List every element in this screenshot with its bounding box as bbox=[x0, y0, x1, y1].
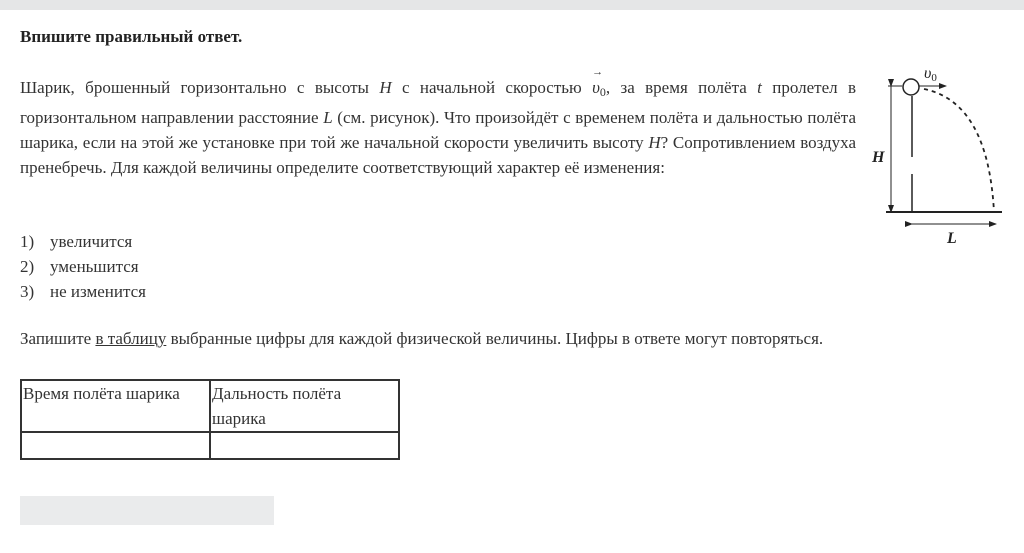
height-label: H bbox=[872, 149, 885, 166]
instruction-part: выбранные цифры для каждой физической величины. Цифры в ответе могут повторяться. bbox=[166, 329, 824, 348]
option-text: увеличится bbox=[50, 232, 133, 251]
instruction-text bbox=[20, 329, 823, 349]
var-t: t bbox=[757, 78, 762, 97]
var-l: L bbox=[323, 108, 333, 127]
var-v0 bbox=[592, 75, 606, 105]
velocity-subscript: 0 bbox=[931, 72, 937, 84]
option-number: 1) bbox=[20, 232, 35, 251]
top-bar bbox=[0, 0, 1024, 10]
option-text: не изменится bbox=[50, 282, 146, 301]
trajectory-figure bbox=[866, 62, 1016, 252]
velocity-symbol: υ bbox=[924, 65, 932, 82]
problem-text-part: пролетел в горизонтальном направлении расстояние bbox=[20, 78, 857, 127]
header-flight-time: Время полёта шарика bbox=[21, 380, 210, 432]
distance-label: L bbox=[947, 230, 957, 247]
var-v-symbol: υ bbox=[592, 78, 600, 97]
problem-text-part: с начальной скоростью bbox=[391, 78, 593, 97]
option-item bbox=[20, 254, 146, 279]
answer-table bbox=[20, 379, 400, 460]
ball-icon bbox=[903, 79, 919, 95]
var-h: H bbox=[648, 133, 661, 152]
var-h: H bbox=[379, 78, 392, 97]
var-v-subscript: 0 bbox=[599, 85, 606, 99]
header-flight-distance: Дальность полёта шарика bbox=[210, 380, 399, 432]
option-number: 2) bbox=[20, 257, 35, 276]
answer-cell-flight-distance[interactable] bbox=[210, 432, 399, 459]
option-item bbox=[20, 229, 146, 254]
answer-options bbox=[20, 229, 146, 304]
submit-button[interactable] bbox=[20, 496, 274, 525]
problem-text-part: (см. рисунок). Что произойдёт с временем полёта и дальностью полёта шарика, если на этой же установке при той же начальной скорости увеличить высоту bbox=[20, 108, 856, 152]
problem-text-part: Шарик, брошенный горизонтально с высоты bbox=[20, 78, 380, 97]
problem-text bbox=[20, 75, 856, 180]
problem-text-part: , за время полёта bbox=[605, 78, 758, 97]
trajectory-curve bbox=[924, 89, 994, 212]
table-header-row bbox=[21, 380, 399, 432]
table-link[interactable]: в таблицу bbox=[95, 329, 167, 348]
option-number: 3) bbox=[20, 282, 35, 301]
velocity-label bbox=[924, 65, 937, 84]
option-item bbox=[20, 279, 146, 304]
task-heading: Впишите правильный ответ. bbox=[20, 27, 243, 46]
table-answer-row bbox=[21, 432, 399, 459]
answer-cell-flight-time[interactable] bbox=[21, 432, 210, 459]
problem-text-part: ? Сопротивлением воздуха пренебречь. Для каждой величины определите соответствующий характер её изменения: bbox=[20, 133, 856, 177]
option-text: уменьшится bbox=[50, 257, 139, 276]
instruction-part: Запишите bbox=[20, 329, 96, 348]
